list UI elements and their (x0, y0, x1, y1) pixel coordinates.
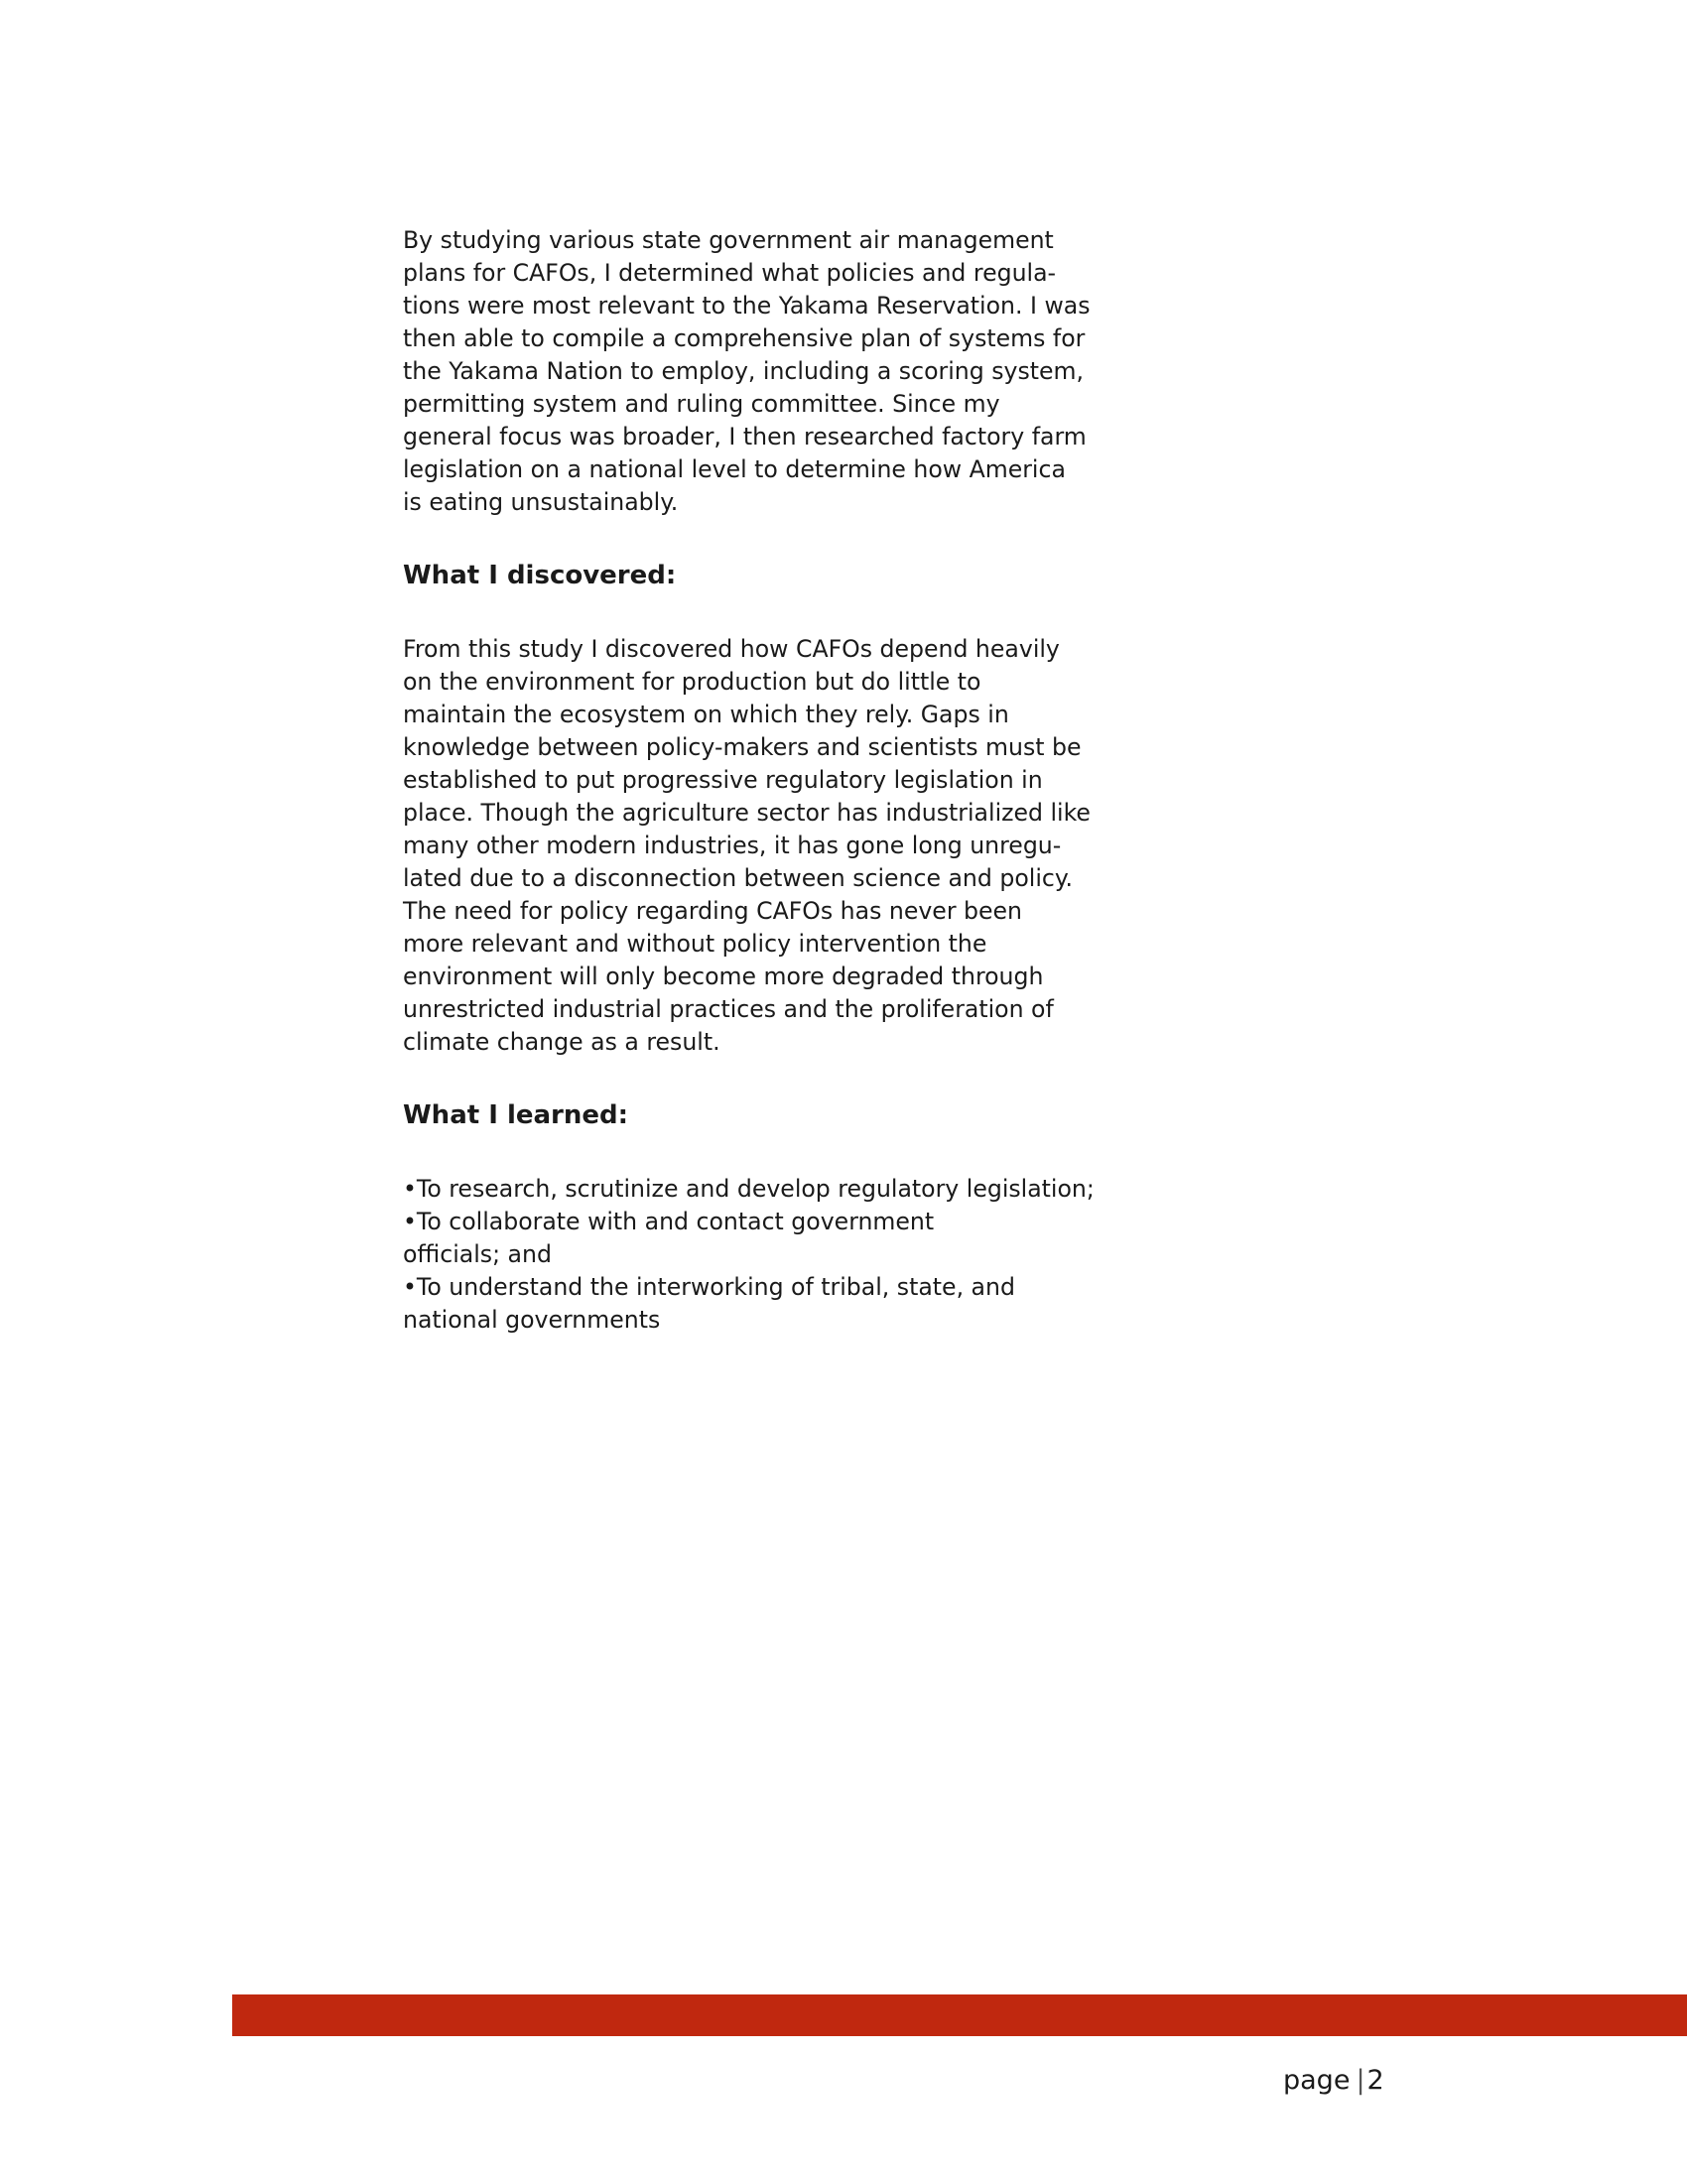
text-line: The need for policy regarding CAFOs has never been (403, 897, 1022, 925)
text-line: many other modern industries, it has gone long unregu- (403, 832, 1062, 859)
text-line: knowledge between policy-makers and scientists must be (403, 733, 1082, 761)
list-item: officials; and (403, 1240, 552, 1268)
text-line: established to put progressive regulatory legislation in (403, 766, 1043, 794)
text-line: environment will only become more degraded through (403, 963, 1044, 990)
text-line: climate change as a result. (403, 1028, 720, 1056)
text-line: legislation on a national level to determine how America (403, 455, 1066, 483)
text-line: unrestricted industrial practices and the proliferation of (403, 995, 1054, 1023)
paragraph-methods (403, 224, 1091, 519)
text-line: then able to compile a comprehensive plan of systems for (403, 324, 1086, 352)
text-line: plans for CAFOs, I determined what policies and regula- (403, 259, 1057, 287)
list-item: national governments (403, 1306, 661, 1334)
text-line: tions were most relevant to the Yakama Reservation. I was (403, 292, 1091, 320)
text-line: on the environment for production but do little to (403, 668, 981, 696)
text-line: From this study I discovered how CAFOs depend heavily (403, 635, 1060, 663)
text-line: place. Though the agriculture sector has industrialized like (403, 799, 1091, 827)
text-line: By studying various state government air management (403, 226, 1054, 254)
list-item: •To collaborate with and contact government (403, 1208, 935, 1235)
list-item: •To research, scrutinize and develop regulatory legislation; (403, 1175, 1095, 1203)
text-line: the Yakama Nation to employ, including a scoring system, (403, 357, 1084, 385)
text-line: lated due to a disconnection between science and policy. (403, 864, 1073, 892)
paragraph-discovered (403, 633, 1091, 1059)
page-number-footer (1283, 2064, 1384, 2098)
footer-accent-bar (232, 1994, 1687, 2036)
text-line: maintain the ecosystem on which they rely. Gaps in (403, 701, 1009, 728)
heading-what-i-discovered: What I discovered: (403, 561, 677, 590)
text-line: general focus was broader, I then researched factory farm (403, 423, 1087, 450)
page-content (403, 224, 1095, 1337)
page-number: 2 (1366, 2065, 1384, 2096)
text-line: is eating unsustainably. (403, 488, 679, 516)
text-line: permitting system and ruling committee. Since my (403, 390, 1000, 418)
learned-list (403, 1173, 1095, 1337)
page-separator: | (1356, 2065, 1365, 2096)
text-line: more relevant and without policy intervention the (403, 930, 987, 958)
page-label: page (1283, 2065, 1351, 2096)
heading-what-i-learned: What I learned: (403, 1100, 629, 1130)
list-item: •To understand the interworking of tribal, state, and (403, 1273, 1015, 1301)
